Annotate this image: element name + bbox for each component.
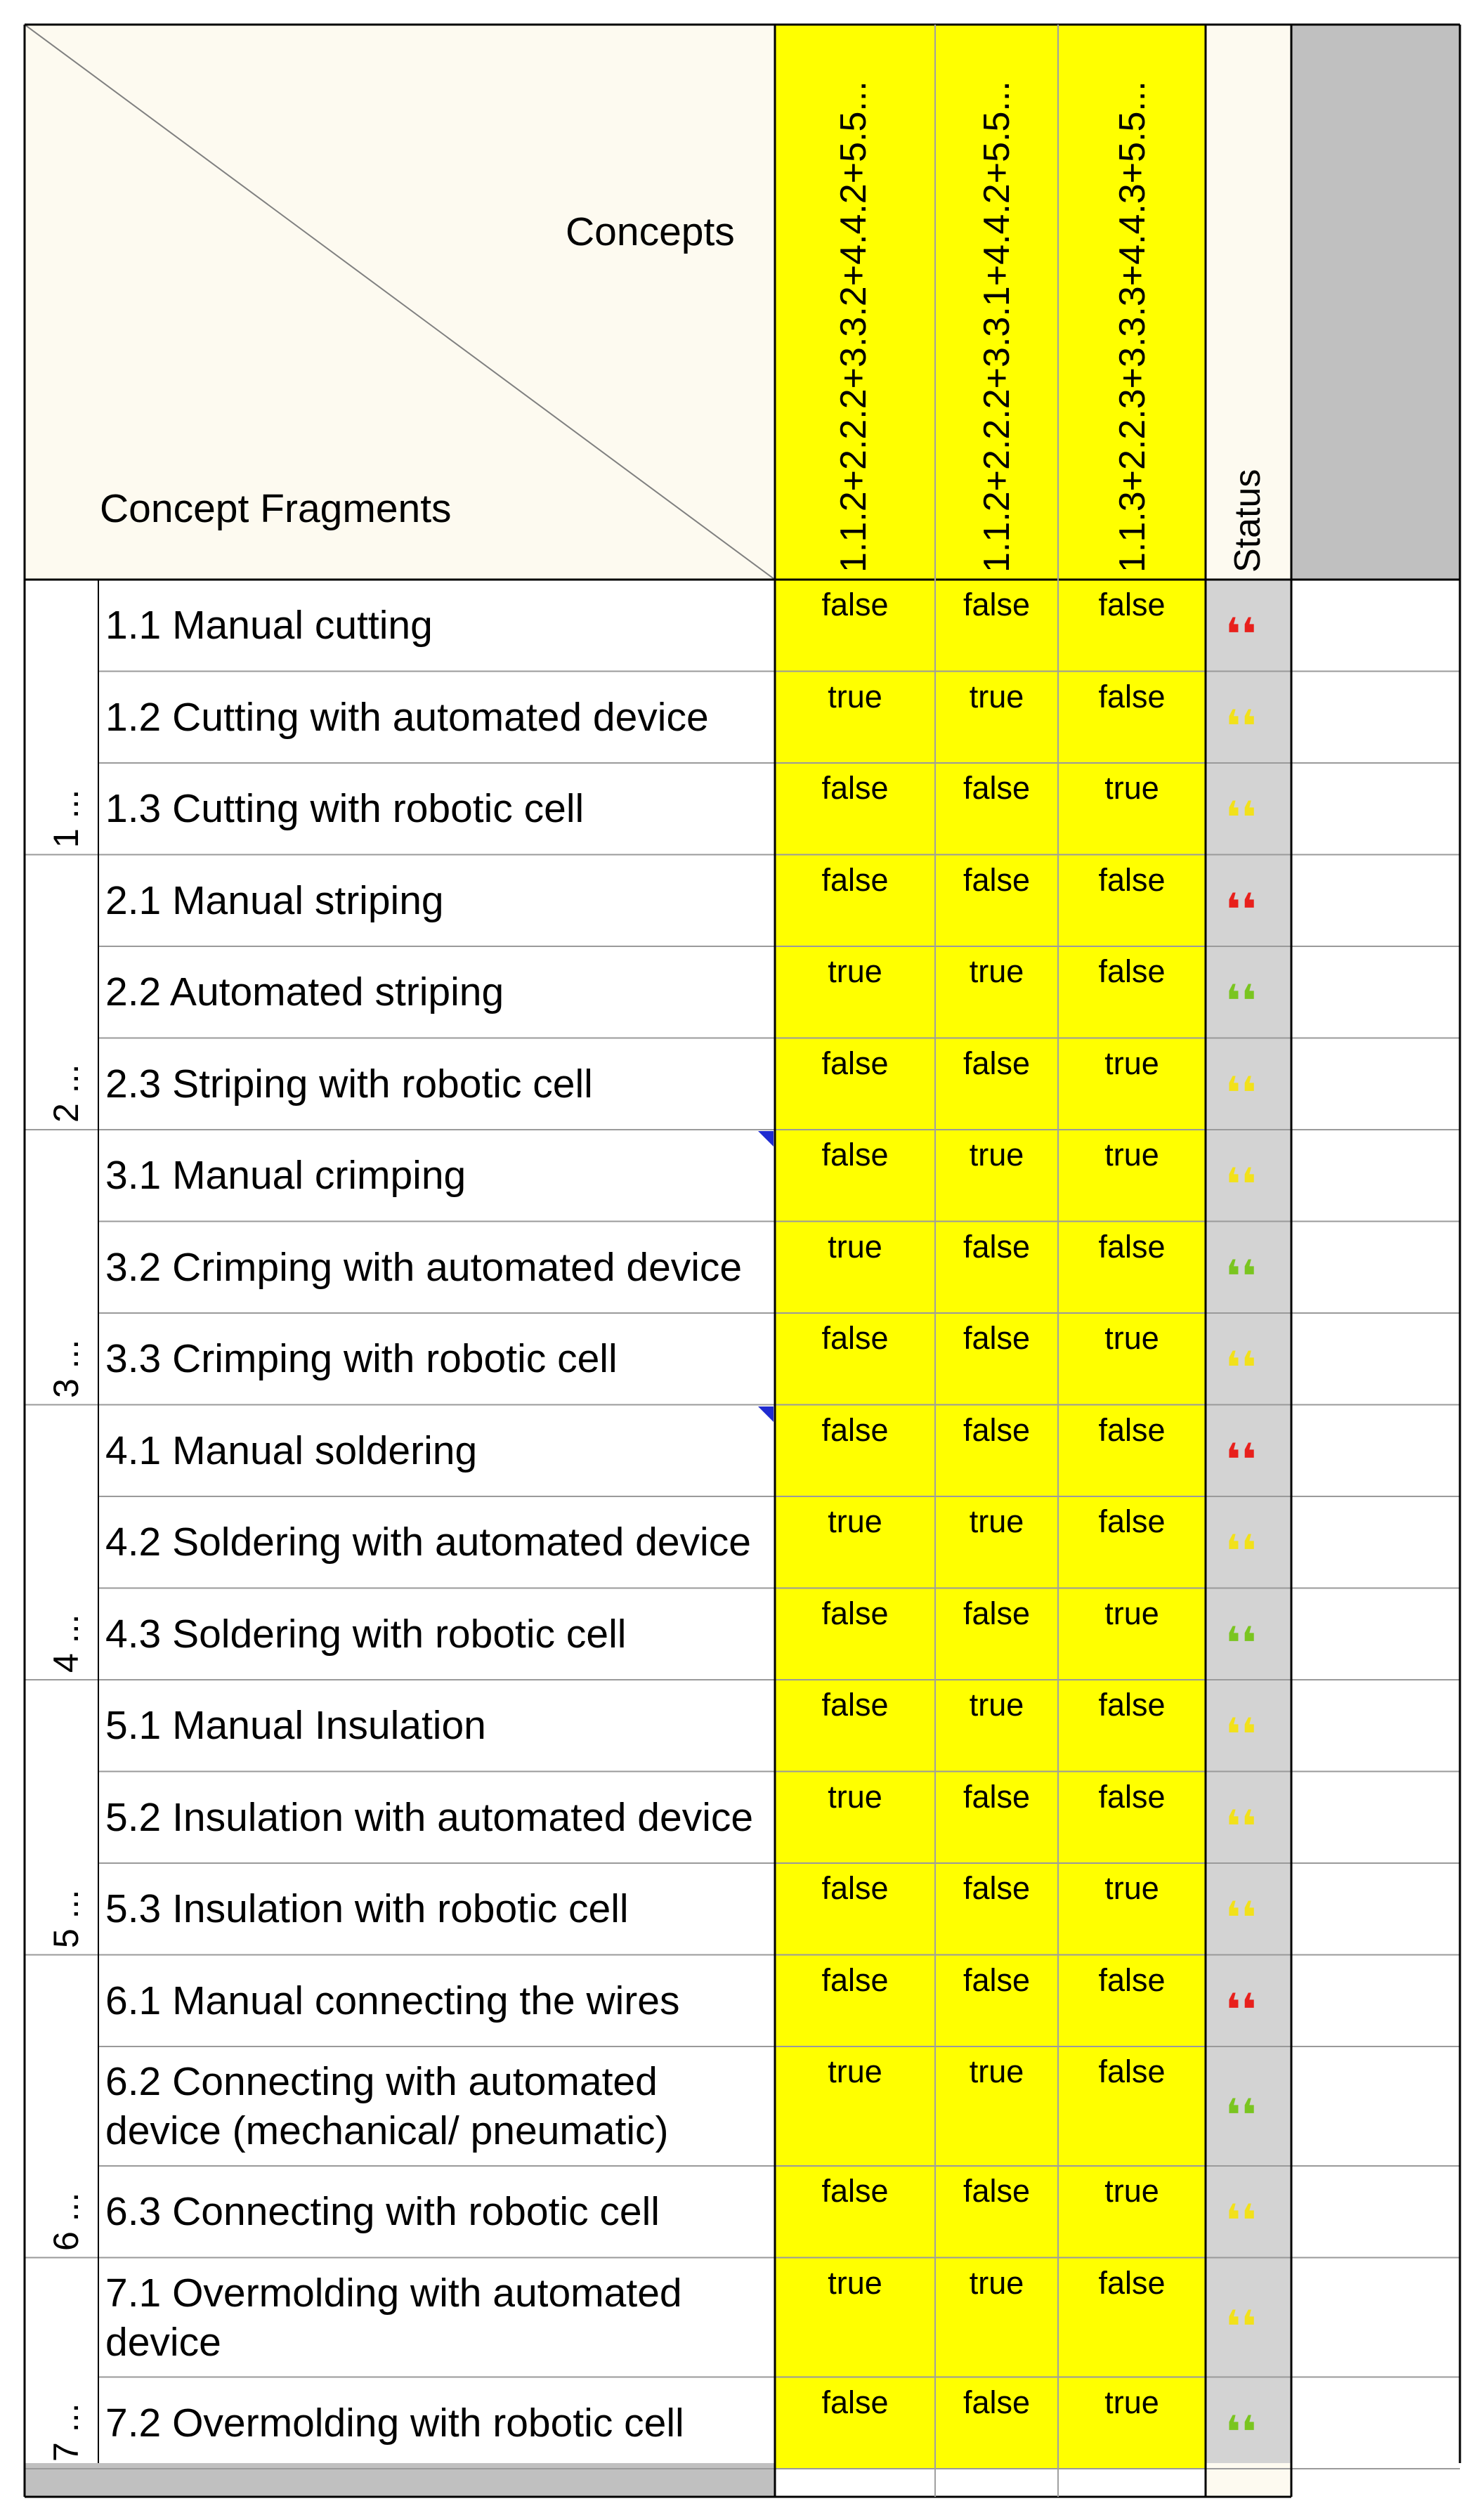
concept-column-header-2[interactable] <box>935 25 1058 580</box>
concept-column-header-1[interactable] <box>775 25 935 580</box>
status-indicator-icon: ❛❛ <box>1225 2090 1257 2142</box>
fragment-cell: 6.2 Connecting with automated device (mechanical/ pneumatic) <box>105 2059 669 2153</box>
concept-value-cell[interactable]: true <box>935 946 1058 1038</box>
status-cell <box>1206 2166 1291 2258</box>
blank-cell <box>1291 1496 1460 1588</box>
fragment-cell: 7.2 Overmolding with robotic cell <box>105 2400 684 2446</box>
concept-value-cell[interactable]: false <box>1058 1955 1206 2047</box>
concept-value-cell[interactable]: false <box>935 1955 1058 2047</box>
group-label: 5 ... <box>46 1889 86 1948</box>
status-cell <box>1206 1772 1291 1864</box>
header-filler <box>1291 25 1460 580</box>
concept-value-cell[interactable]: false <box>775 1955 935 2047</box>
fragment-cell: 2.2 Automated striping <box>105 970 504 1015</box>
status-cell <box>1206 1863 1291 1955</box>
concepts-label: Concepts <box>566 209 735 254</box>
group-label-cell <box>25 1955 98 2258</box>
concept-value-cell[interactable]: true <box>775 2046 935 2166</box>
status-indicator-icon: ❛❛ <box>1225 1434 1257 1487</box>
status-indicator-icon: ❛❛ <box>1225 1251 1257 1303</box>
group-label: 4 ... <box>46 1614 86 1673</box>
fragment-cell: 1.3 Cutting with robotic cell <box>105 786 585 832</box>
concept-column-label: 1.1.3+2.2.3+3.3.3+4.4.3+5.5... <box>1112 81 1153 573</box>
blank-cell <box>1291 2258 1460 2377</box>
concept-value-cell[interactable]: false <box>775 1588 935 1680</box>
blank-cell <box>1291 763 1460 855</box>
concept-value-cell[interactable]: true <box>1058 763 1206 855</box>
group-label-cell <box>25 2258 98 2469</box>
status-cell <box>1206 946 1291 1038</box>
concept-value-cell[interactable]: false <box>1058 855 1206 947</box>
status-indicator-icon: ❛❛ <box>1225 1893 1257 1945</box>
blank-cell <box>1291 2377 1460 2469</box>
concept-value-cell[interactable]: true <box>1058 1313 1206 1405</box>
header-corner-cell <box>25 25 775 580</box>
concept-value-cell[interactable]: false <box>935 763 1058 855</box>
blank-cell <box>1291 2166 1460 2258</box>
fragment-cell: 2.3 Striping with robotic cell <box>105 1061 593 1106</box>
status-indicator-icon: ❛❛ <box>1225 1617 1257 1670</box>
concept-value-cell[interactable]: true <box>775 672 935 764</box>
concept-value-cell[interactable]: false <box>1058 1405 1206 1497</box>
group-label: 7 ... <box>46 2403 86 2462</box>
concept-value-cell[interactable]: true <box>935 2046 1058 2166</box>
fragment-cell: 6.3 Connecting with robotic cell <box>105 2189 660 2235</box>
concept-value-cell[interactable]: true <box>1058 2377 1206 2469</box>
status-cell <box>1206 580 1291 672</box>
concept-value-cell[interactable]: false <box>775 1313 935 1405</box>
group-label: 6 ... <box>46 2192 86 2251</box>
fragment-cell: 2.1 Manual striping <box>105 877 444 923</box>
status-cell <box>1206 1680 1291 1772</box>
concept-value-cell[interactable]: false <box>1058 2046 1206 2166</box>
status-cell <box>1206 1955 1291 2047</box>
blank-cell <box>1291 1680 1460 1772</box>
fragment-cell: 6.1 Manual connecting the wires <box>105 1978 680 2023</box>
fragment-cell: 1.2 Cutting with automated device <box>105 694 709 740</box>
fragment-cell: 7.1 Overmolding with automated device <box>105 2270 682 2365</box>
group-label: 2 ... <box>46 1064 86 1123</box>
group-label-cell <box>25 1680 98 1955</box>
status-cell <box>1206 855 1291 947</box>
group-label: 3 ... <box>46 1339 86 1398</box>
blank-cell <box>1291 1588 1460 1680</box>
concept-value-cell[interactable]: true <box>1058 1863 1206 1955</box>
status-cell <box>1206 672 1291 764</box>
concept-value-cell[interactable]: false <box>1058 1680 1206 1772</box>
concept-value-cell[interactable]: true <box>1058 1038 1206 1130</box>
status-cell <box>1206 1496 1291 1588</box>
concept-value-cell[interactable]: false <box>775 1038 935 1130</box>
concept-value-cell[interactable]: true <box>1058 2166 1206 2258</box>
concept-value-cell[interactable]: false <box>775 1863 935 1955</box>
status-cell <box>1206 1038 1291 1130</box>
concept-value-cell[interactable]: true <box>935 1130 1058 1222</box>
status-indicator-icon: ❛❛ <box>1225 2195 1257 2248</box>
concept-column-label: 1.1.2+2.2.2+3.3.2+4.4.2+5.5... <box>833 81 874 573</box>
concept-value-cell[interactable]: false <box>775 1405 935 1497</box>
status-indicator-icon: ❛❛ <box>1225 1526 1257 1579</box>
concept-value-cell[interactable]: false <box>1058 672 1206 764</box>
concept-value-cell[interactable]: false <box>1058 2258 1206 2377</box>
blank-cell <box>1291 2046 1460 2166</box>
status-indicator-icon: ❛❛ <box>1225 700 1257 753</box>
concept-value-cell[interactable]: true <box>775 1222 935 1314</box>
fragment-cell: 5.3 Insulation with robotic cell <box>105 1886 629 1932</box>
status-cell <box>1206 1405 1291 1497</box>
group-label: 1 ... <box>46 789 86 848</box>
status-indicator-icon: ❛❛ <box>1225 2406 1257 2459</box>
status-column-header <box>1206 25 1291 580</box>
concept-value-cell[interactable]: false <box>775 1680 935 1772</box>
concept-column-label: 1.1.2+2.2.2+3.3.1+4.4.2+5.5... <box>977 81 1017 573</box>
concept-fragments-label: Concept Fragments <box>100 486 452 531</box>
comment-indicator-icon[interactable] <box>758 1406 774 1422</box>
concept-value-cell[interactable]: false <box>935 1772 1058 1864</box>
concept-value-cell[interactable]: true <box>775 1496 935 1588</box>
blank-cell <box>1291 1863 1460 1955</box>
fragment-cell: 4.1 Manual soldering <box>105 1428 478 1473</box>
concept-value-cell[interactable]: false <box>935 1222 1058 1314</box>
status-cell <box>1206 2377 1291 2469</box>
status-cell <box>1206 2258 1291 2377</box>
status-cell <box>1206 1313 1291 1405</box>
status-indicator-icon: ❛❛ <box>1225 1343 1257 1395</box>
footer-blank <box>1206 2463 1291 2497</box>
concept-value-cell[interactable]: false <box>935 855 1058 947</box>
fragment-cell: 1.1 Manual cutting <box>105 603 433 648</box>
concept-value-cell[interactable]: false <box>935 1863 1058 1955</box>
concept-value-cell[interactable]: false <box>775 855 935 947</box>
concept-value-cell[interactable]: false <box>1058 1772 1206 1864</box>
concept-value-cell[interactable]: true <box>935 672 1058 764</box>
blank-cell <box>1291 672 1460 764</box>
concept-value-cell[interactable]: false <box>935 1038 1058 1130</box>
concept-value-cell[interactable]: false <box>775 2377 935 2469</box>
blank-cell <box>1291 1955 1460 2047</box>
fragment-cell: 4.2 Soldering with automated device <box>105 1520 751 1565</box>
status-indicator-icon: ❛❛ <box>1225 1801 1257 1853</box>
concept-column-header-3[interactable] <box>1058 25 1206 580</box>
status-indicator-icon: ❛❛ <box>1225 1067 1257 1120</box>
group-label-cell <box>25 1405 98 1680</box>
concept-value-cell[interactable]: false <box>775 580 935 672</box>
status-indicator-icon: ❛❛ <box>1225 1984 1257 2037</box>
blank-cell <box>1291 1313 1460 1405</box>
fragment-cell: 3.3 Crimping with robotic cell <box>105 1336 618 1382</box>
status-indicator-icon: ❛❛ <box>1225 976 1257 1029</box>
status-indicator-icon: ❛❛ <box>1225 1709 1257 1762</box>
concept-value-cell[interactable]: false <box>935 1405 1058 1497</box>
status-cell <box>1206 763 1291 855</box>
concept-value-cell[interactable]: false <box>935 1588 1058 1680</box>
concept-value-cell[interactable]: false <box>775 1130 935 1222</box>
blank-cell <box>1291 1222 1460 1314</box>
concept-value-cell[interactable]: false <box>935 580 1058 672</box>
blank-cell <box>1291 946 1460 1038</box>
group-label-cell <box>25 580 98 855</box>
concept-value-cell[interactable]: false <box>1058 1496 1206 1588</box>
fragment-cell: 5.2 Insulation with automated device <box>105 1794 754 1840</box>
blank-cell <box>1291 1130 1460 1222</box>
comment-indicator-icon[interactable] <box>758 1131 774 1147</box>
concept-value-cell[interactable]: false <box>1058 580 1206 672</box>
concept-value-cell[interactable]: true <box>935 2258 1058 2377</box>
fragment-cell: 3.2 Crimping with automated device <box>105 1244 743 1290</box>
group-label-cell <box>25 1130 98 1405</box>
status-indicator-icon: ❛❛ <box>1225 2301 1257 2353</box>
fragment-cell: 4.3 Soldering with robotic cell <box>105 1611 627 1657</box>
concept-value-cell[interactable]: true <box>775 946 935 1038</box>
blank-cell <box>1291 1772 1460 1864</box>
concept-value-cell[interactable]: true <box>775 1772 935 1864</box>
footer-gray-strip <box>25 2463 775 2497</box>
blank-cell <box>1291 580 1460 672</box>
group-label-cell <box>25 855 98 1130</box>
concept-value-cell[interactable]: true <box>1058 1130 1206 1222</box>
concept-value-cell[interactable]: false <box>1058 1222 1206 1314</box>
status-cell <box>1206 1222 1291 1314</box>
concept-value-cell[interactable]: true <box>935 1680 1058 1772</box>
blank-cell <box>1291 1038 1460 1130</box>
concept-value-cell[interactable]: false <box>935 2166 1058 2258</box>
concept-value-cell[interactable]: false <box>1058 946 1206 1038</box>
blank-cell <box>1291 1405 1460 1497</box>
concept-value-cell[interactable]: false <box>775 763 935 855</box>
concept-value-cell[interactable]: true <box>935 1496 1058 1588</box>
concept-value-cell[interactable]: false <box>935 1313 1058 1405</box>
status-cell <box>1206 1130 1291 1222</box>
fragment-cell: 5.1 Manual Insulation <box>105 1703 486 1749</box>
status-cell <box>1206 2046 1291 2166</box>
status-label: Status <box>1227 469 1268 573</box>
blank-cell <box>1291 855 1460 947</box>
status-indicator-icon: ❛❛ <box>1225 792 1257 845</box>
concept-value-cell[interactable]: false <box>935 2377 1058 2469</box>
concept-value-cell[interactable]: false <box>775 2166 935 2258</box>
status-indicator-icon: ❛❛ <box>1225 1159 1257 1212</box>
status-cell <box>1206 1588 1291 1680</box>
status-indicator-icon: ❛❛ <box>1225 884 1257 936</box>
concept-value-cell[interactable]: true <box>775 2258 935 2377</box>
status-indicator-icon: ❛❛ <box>1225 609 1257 662</box>
concept-value-cell[interactable]: true <box>1058 1588 1206 1680</box>
fragment-cell: 3.1 Manual crimping <box>105 1153 467 1199</box>
